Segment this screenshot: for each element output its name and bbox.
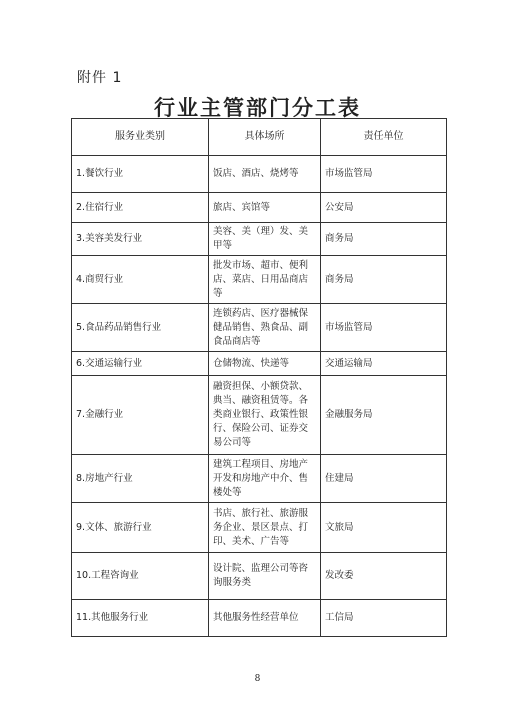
- table-row: [72, 455, 447, 503]
- category-cell: 8.房地产行业: [72, 455, 209, 503]
- venues-cell: 其他服务性经营单位: [209, 600, 321, 637]
- attachment-label: 附件 1: [77, 70, 123, 86]
- header-venues: 具体场所: [209, 119, 321, 156]
- category-cell: 4.商贸行业: [72, 256, 209, 304]
- category-cell: 10.工程咨询业: [72, 553, 209, 600]
- unit-cell: 市场监管局: [321, 304, 447, 352]
- table-row: [72, 352, 447, 376]
- category-cell: 1.餐饮行业: [72, 156, 209, 193]
- venues-cell: 连锁药店、医疗器械保健品销售、熟食品、副食品商店等: [209, 304, 321, 352]
- category-cell: 7.金融行业: [72, 376, 209, 455]
- category-cell: 6.交通运输行业: [72, 352, 209, 376]
- table-row: [72, 256, 447, 304]
- venues-cell: 建筑工程项目、房地产开发和房地产中介、售楼处等: [209, 455, 321, 503]
- table-row: [72, 156, 447, 193]
- table-row: [72, 553, 447, 600]
- unit-cell: 金融服务局: [321, 376, 447, 455]
- venues-cell: 旅店、宾馆等: [209, 193, 321, 223]
- table-row: [72, 304, 447, 352]
- table-row: [72, 503, 447, 553]
- unit-cell: 公安局: [321, 193, 447, 223]
- unit-cell: 住建局: [321, 455, 447, 503]
- unit-cell: 交通运输局: [321, 352, 447, 376]
- category-cell: 2.住宿行业: [72, 193, 209, 223]
- table-row: [72, 600, 447, 637]
- unit-cell: 工信局: [321, 600, 447, 637]
- unit-cell: 文旅局: [321, 503, 447, 553]
- venues-cell: 设计院、监理公司等咨询服务类: [209, 553, 321, 600]
- table-row: [72, 376, 447, 455]
- unit-cell: 商务局: [321, 223, 447, 256]
- venues-cell: 书店、旅行社、旅游服务企业、景区景点、打印、美术、广告等: [209, 503, 321, 553]
- venues-cell: 仓储物流、快递等: [209, 352, 321, 376]
- category-cell: 9.文体、旅游行业: [72, 503, 209, 553]
- table-header-row: [72, 119, 447, 156]
- table-row: [72, 223, 447, 256]
- unit-cell: 发改委: [321, 553, 447, 600]
- table-row: [72, 193, 447, 223]
- category-cell: 3.美容美发行业: [72, 223, 209, 256]
- venues-cell: 美容、美（理）发、美甲等: [209, 223, 321, 256]
- category-cell: 11.其他服务行业: [72, 600, 209, 637]
- page-title: 行业主管部门分工表: [154, 95, 361, 120]
- venues-cell: 饭店、酒店、烧烤等: [209, 156, 321, 193]
- category-cell: 5.食品药品销售行业: [72, 304, 209, 352]
- page-number: 8: [254, 674, 261, 684]
- header-unit: 责任单位: [321, 119, 447, 156]
- venues-cell: 批发市场、超市、便利店、菜店、日用品商店等: [209, 256, 321, 304]
- unit-cell: 市场监管局: [321, 156, 447, 193]
- unit-cell: 商务局: [321, 256, 447, 304]
- venues-cell: 融资担保、小额贷款、典当、融资租赁等。各类商业银行、政策性银行、保险公司、证券交易公司等: [209, 376, 321, 455]
- header-category: 服务业类别: [72, 119, 209, 156]
- responsibility-table: [71, 118, 447, 637]
